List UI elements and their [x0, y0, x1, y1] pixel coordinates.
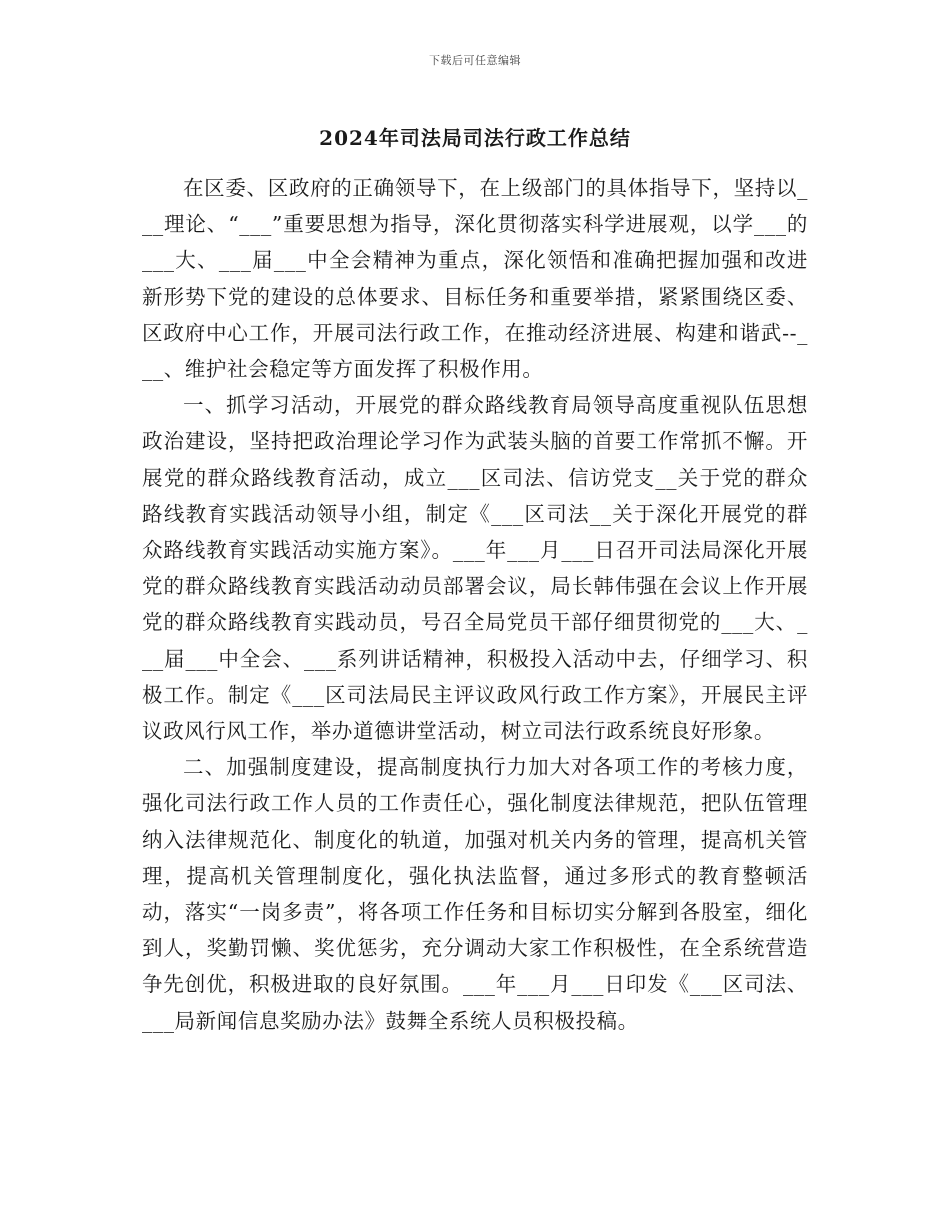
paragraph-section-2: 二、加强制度建设，提高制度执行力加大对各项工作的考核力度，强化司法行政工作人员的工作责任心，强化制度法律规范，把队伍管理纳入法律规范化、制度化的轨道，加强对机关内务的管理，提高机关管理，提高机关管理制度化，强化执法监督，通过多形式的教育整顿活动，落实“一岗多责”，将各项工作任务和目标切实分解到各股室，细化到人，奖勤罚懒、奖优惩劣，充分调动大家工作积极性，在全系统营造争先创优，积极进取的良好氛围。___年___月___日印发《___区司法、___局新闻信息奖励办法》鼓舞全系统人员积极投稿。 [142, 755, 808, 1033]
document-body [142, 170, 808, 1039]
paragraph-intro: 在区委、区政府的正确领导下，在上级部门的具体指导下，坚持以___理论、“___”重要思想为指导，深化贯彻落实科学进展观，以学___的___大、___届___中全会精神为重点，深化领悟和准确把握加强和改进新形势下党的建设的总体要求、目标任务和重要举措，紧紧围绕区委、区政府中心工作，开展司法行政工作，在推动经济进展、构建和谐武--___、维护社会稳定等方面发挥了积极作用。 [142, 176, 808, 382]
paragraph-section-1: 一、抓学习活动，开展党的群众路线教育局领导高度重视队伍思想政治建设，坚持把政治理论学习作为武装头脑的首要工作常抓不懈。开展党的群众路线教育活动，成立___区司法、信访党支__关于党的群众路线教育实践活动领导小组，制定《___区司法__关于深化开展党的群众路线教育实践活动实施方案》。___年___月___日召开司法局深化开展党的群众路线教育实践活动动员部署会议，局长韩伟强在会议上作开展党的群众路线教育实践动员，号召全局党员干部仔细贯彻党的___大、___届___中全会、___系列讲话精神，积极投入活动中去，仔细学习、积极工作。制定《___区司法局民主评议政风行政工作方案》，开展民主评议政风行风工作，举办道德讲堂活动，树立司法行政系统良好形象。 [142, 393, 808, 744]
header-note: 下载后可任意编辑 [429, 54, 521, 67]
document-title: 2024年司法局司法行政工作总结 [319, 126, 631, 150]
